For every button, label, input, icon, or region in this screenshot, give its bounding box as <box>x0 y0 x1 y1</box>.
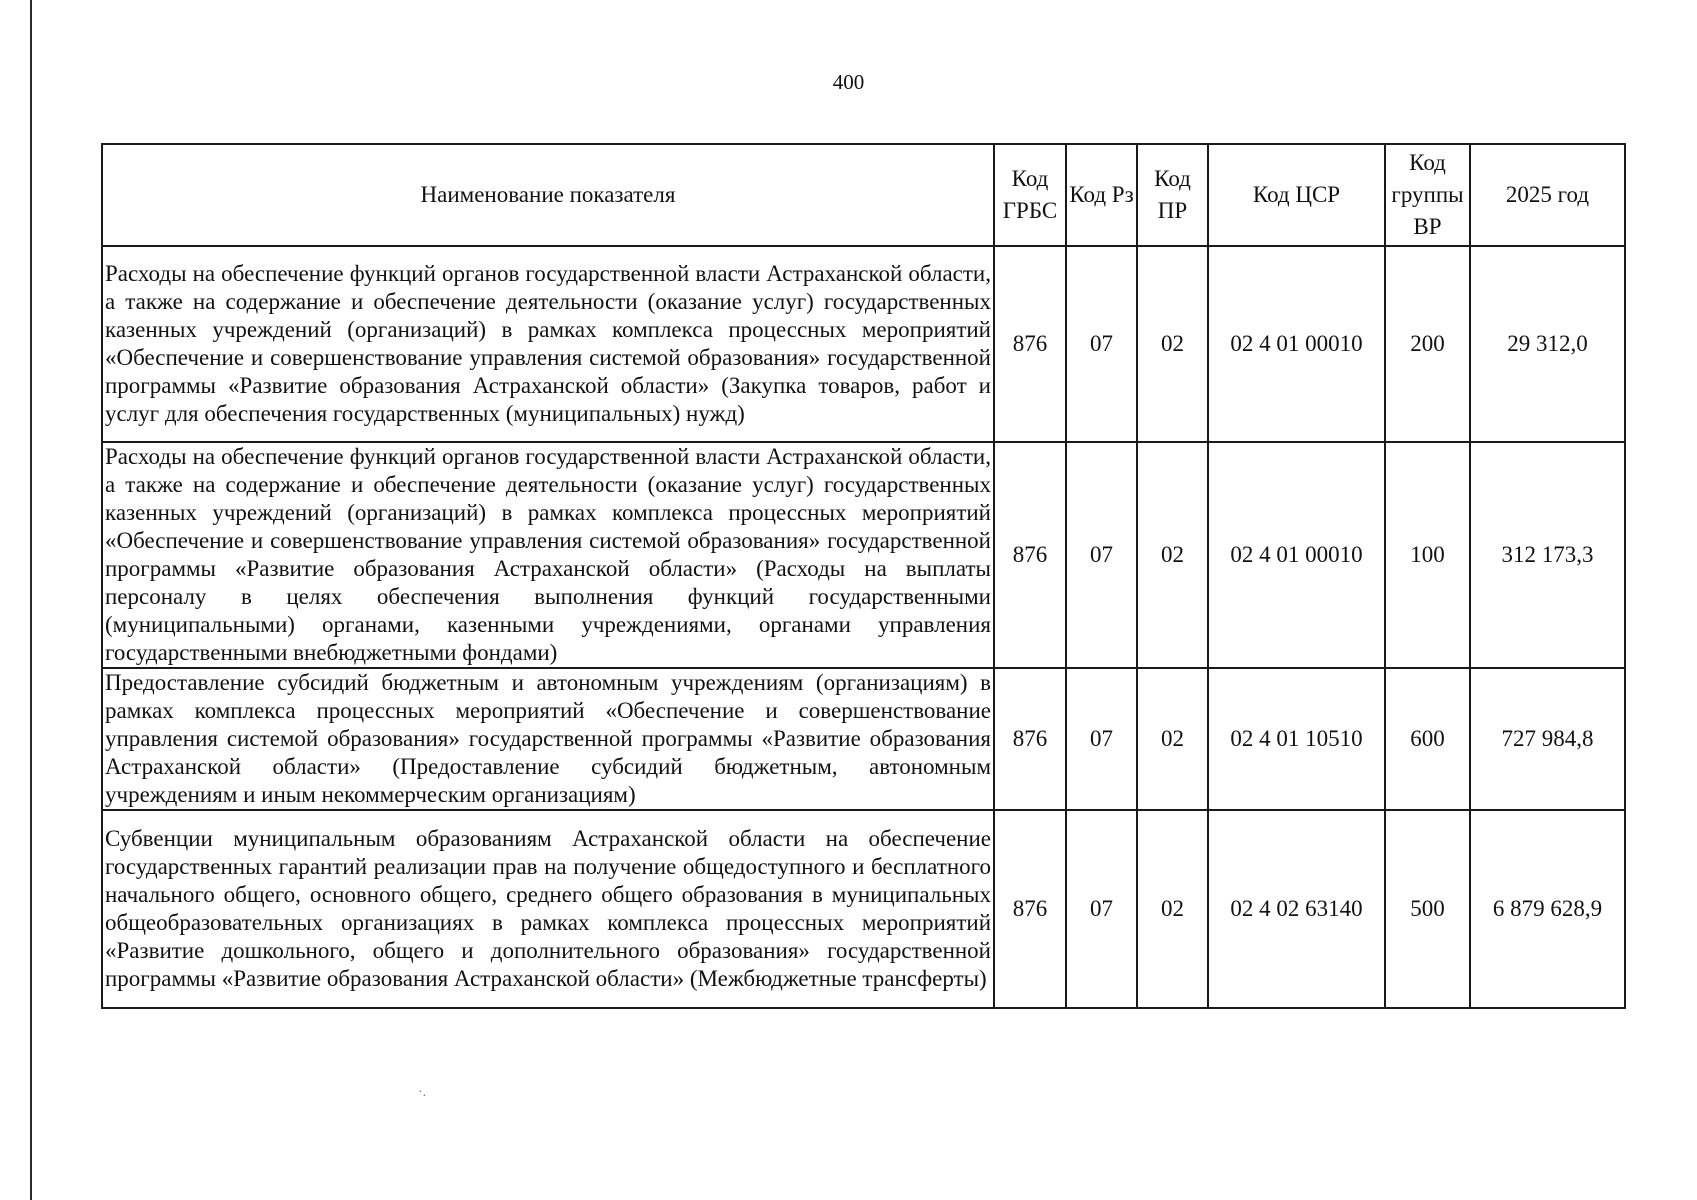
row-vr: 500 <box>1385 810 1470 1008</box>
budget-table <box>101 143 1626 1009</box>
table-row <box>102 668 1625 810</box>
row-amount: 312 173,3 <box>1470 442 1625 668</box>
header-year: 2025 год <box>1470 144 1625 246</box>
row-rz: 07 <box>1066 810 1137 1008</box>
header-pr: Код ПР <box>1137 144 1208 246</box>
row-csr: 02 4 01 10510 <box>1208 668 1385 810</box>
table-header-row <box>102 144 1625 246</box>
row-vr: 600 <box>1385 668 1470 810</box>
page-number: 400 <box>832 70 865 94</box>
row-vr: 100 <box>1385 442 1470 668</box>
row-name: Предоставление субсидий бюджетным и автономным учреждениям (организациям) в рамках комплекса процессных мероприятий «Обеспечение и совершенствование управления системой образования» государственной программы «Развитие образования Астраханской области» (Предоставление субсидий бюджетным, автономным учреждениям и иным некоммерческим организациям) <box>102 668 994 810</box>
row-amount: 727 984,8 <box>1470 668 1625 810</box>
scan-speck: ·. <box>418 1085 427 1100</box>
row-name: Расходы на обеспечение функций органов государственной власти Астраханской области, а также на содержание и обеспечение деятельности (оказание услуг) государственных казенных учреждений (организаций) в рамках комплекса процессных мероприятий «Обеспечение и совершенствование управления системой образования» государственной программы «Развитие образования Астраханской области» (Закупка товаров, работ и услуг для обеспечения государственных (муниципальных) нужд) <box>102 246 994 442</box>
row-vr: 200 <box>1385 246 1470 442</box>
header-name: Наименование показателя <box>102 144 994 246</box>
row-csr: 02 4 01 00010 <box>1208 246 1385 442</box>
table-row <box>102 246 1625 442</box>
row-grbs: 876 <box>994 246 1066 442</box>
row-grbs: 876 <box>994 810 1066 1008</box>
row-grbs: 876 <box>994 442 1066 668</box>
header-csr: Код ЦСР <box>1208 144 1385 246</box>
header-grbs: Код ГРБС <box>994 144 1066 246</box>
table-row <box>102 810 1625 1008</box>
row-name: Расходы на обеспечение функций органов государственной власти Астраханской области, а также на содержание и обеспечение деятельности (оказание услуг) государственных казенных учреждений (организаций) в рамках комплекса процессных мероприятий «Обеспечение и совершенствование управления системой образования» государственной программы «Развитие образования Астраханской области» (Расходы на выплаты персоналу в целях обеспечения выполнения функций государственными (муниципальными) органами, казенными учреждениями, органами управления государственными внебюджетными фондами) <box>102 442 994 668</box>
header-vr: Код группы ВР <box>1385 144 1470 246</box>
row-pr: 02 <box>1137 810 1208 1008</box>
row-csr: 02 4 01 00010 <box>1208 442 1385 668</box>
row-amount: 29 312,0 <box>1470 246 1625 442</box>
row-csr: 02 4 02 63140 <box>1208 810 1385 1008</box>
row-pr: 02 <box>1137 668 1208 810</box>
row-rz: 07 <box>1066 668 1137 810</box>
row-rz: 07 <box>1066 442 1137 668</box>
row-grbs: 876 <box>994 668 1066 810</box>
row-amount: 6 879 628,9 <box>1470 810 1625 1008</box>
header-rz: Код Рз <box>1066 144 1137 246</box>
scan-margin-line <box>30 0 32 1200</box>
row-name: Субвенции муниципальным образованиям Астраханской области на обеспечение государственных гарантий реализации прав на получение общедоступного и бесплатного начального общего, основного общего, среднего общего образования в муниципальных общеобразовательных организациях в рамках комплекса процессных мероприятий «Развитие дошкольного, общего и дополнительного образования» государственной программы «Развитие образования Астраханской области» (Межбюджетные трансферты) <box>102 810 994 1008</box>
row-pr: 02 <box>1137 442 1208 668</box>
table-row <box>102 442 1625 668</box>
row-pr: 02 <box>1137 246 1208 442</box>
row-rz: 07 <box>1066 246 1137 442</box>
